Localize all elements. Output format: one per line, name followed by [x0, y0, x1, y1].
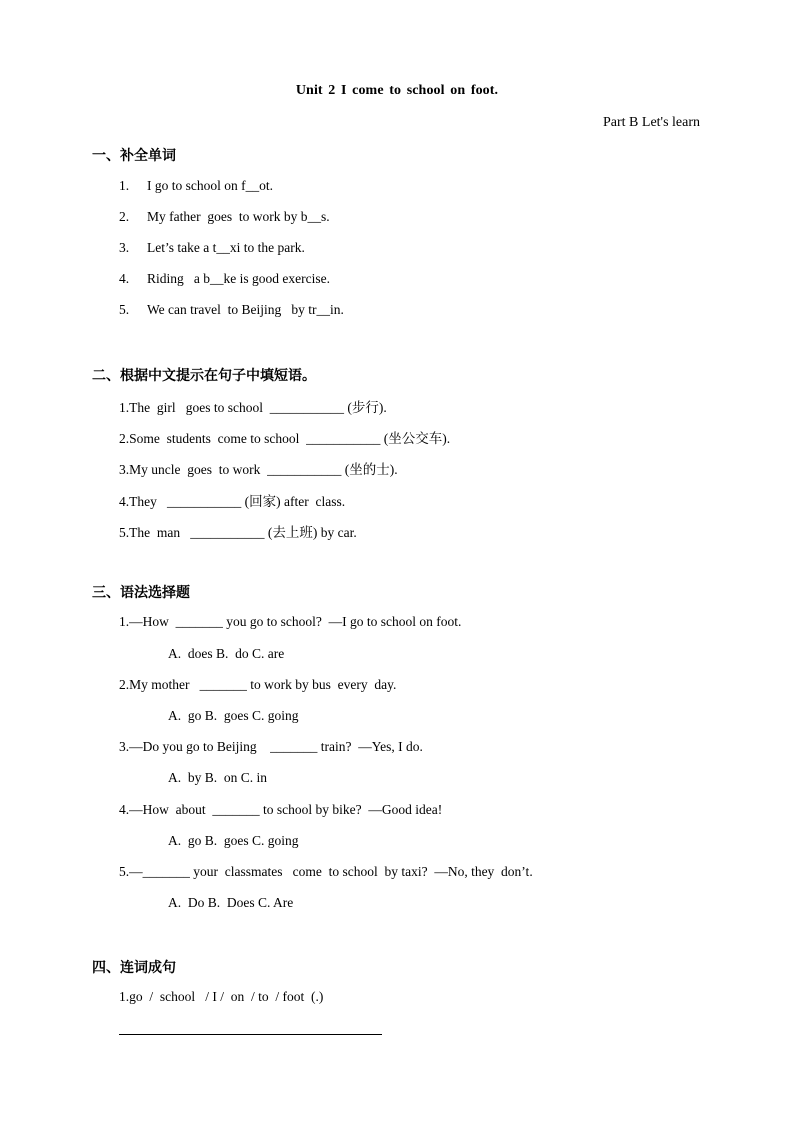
- question-options: A. Do B. Does C. Are: [168, 895, 294, 910]
- section1-heading: 一、补全单词: [92, 148, 176, 164]
- list-item: 1.go / school / I / on / to / foot (.): [119, 989, 324, 1004]
- answer-line: [119, 1034, 382, 1035]
- question-options: A. does B. do C. are: [168, 646, 285, 661]
- question-text: 3.—Do you go to Beijing _______ train? —Yes, I do.: [119, 739, 423, 754]
- list-item: 1. I go to school on f__ot.: [119, 178, 273, 193]
- list-item: 4. Riding a b__ke is good exercise.: [119, 271, 330, 286]
- list-item: 5. We can travel to Beijing by tr__in.: [119, 302, 344, 317]
- list-item: 5.The man ___________ (去上班) by car.: [119, 525, 357, 540]
- section3-heading: 三、语法选择题: [92, 585, 190, 601]
- section2-heading: 二、根据中文提示在句子中填短语。: [92, 368, 316, 384]
- question-options: A. go B. goes C. going: [168, 708, 299, 723]
- section4-heading: 四、连词成句: [92, 960, 176, 976]
- list-item: 1.The girl goes to school ___________ (步行).: [119, 400, 387, 415]
- list-item: 2.Some students come to school ___________ (坐公交车).: [119, 431, 451, 446]
- question-options: A. by B. on C. in: [168, 770, 268, 785]
- list-item: 4.They ___________ (回家) after class.: [119, 494, 346, 509]
- question-text: 5.—_______ your classmates come to school by taxi? —No, they don’t.: [119, 864, 533, 879]
- list-item: 3.My uncle goes to work ___________ (坐的士).: [119, 462, 398, 477]
- page-title: Unit 2 I come to school on foot.: [295, 83, 499, 98]
- list-item: 2. My father goes to work by b__s.: [119, 209, 330, 224]
- question-options: A. go B. goes C. going: [168, 833, 299, 848]
- question-text: 1.—How _______ you go to school? —I go to school on foot.: [119, 614, 462, 629]
- list-item: 3. Let’s take a t__xi to the park.: [119, 240, 305, 255]
- question-text: 4.—How about _______ to school by bike? —Good idea!: [119, 802, 443, 817]
- page-subtitle: Part B Let's learn: [603, 115, 700, 130]
- question-text: 2.My mother _______ to work by bus every day.: [119, 677, 397, 692]
